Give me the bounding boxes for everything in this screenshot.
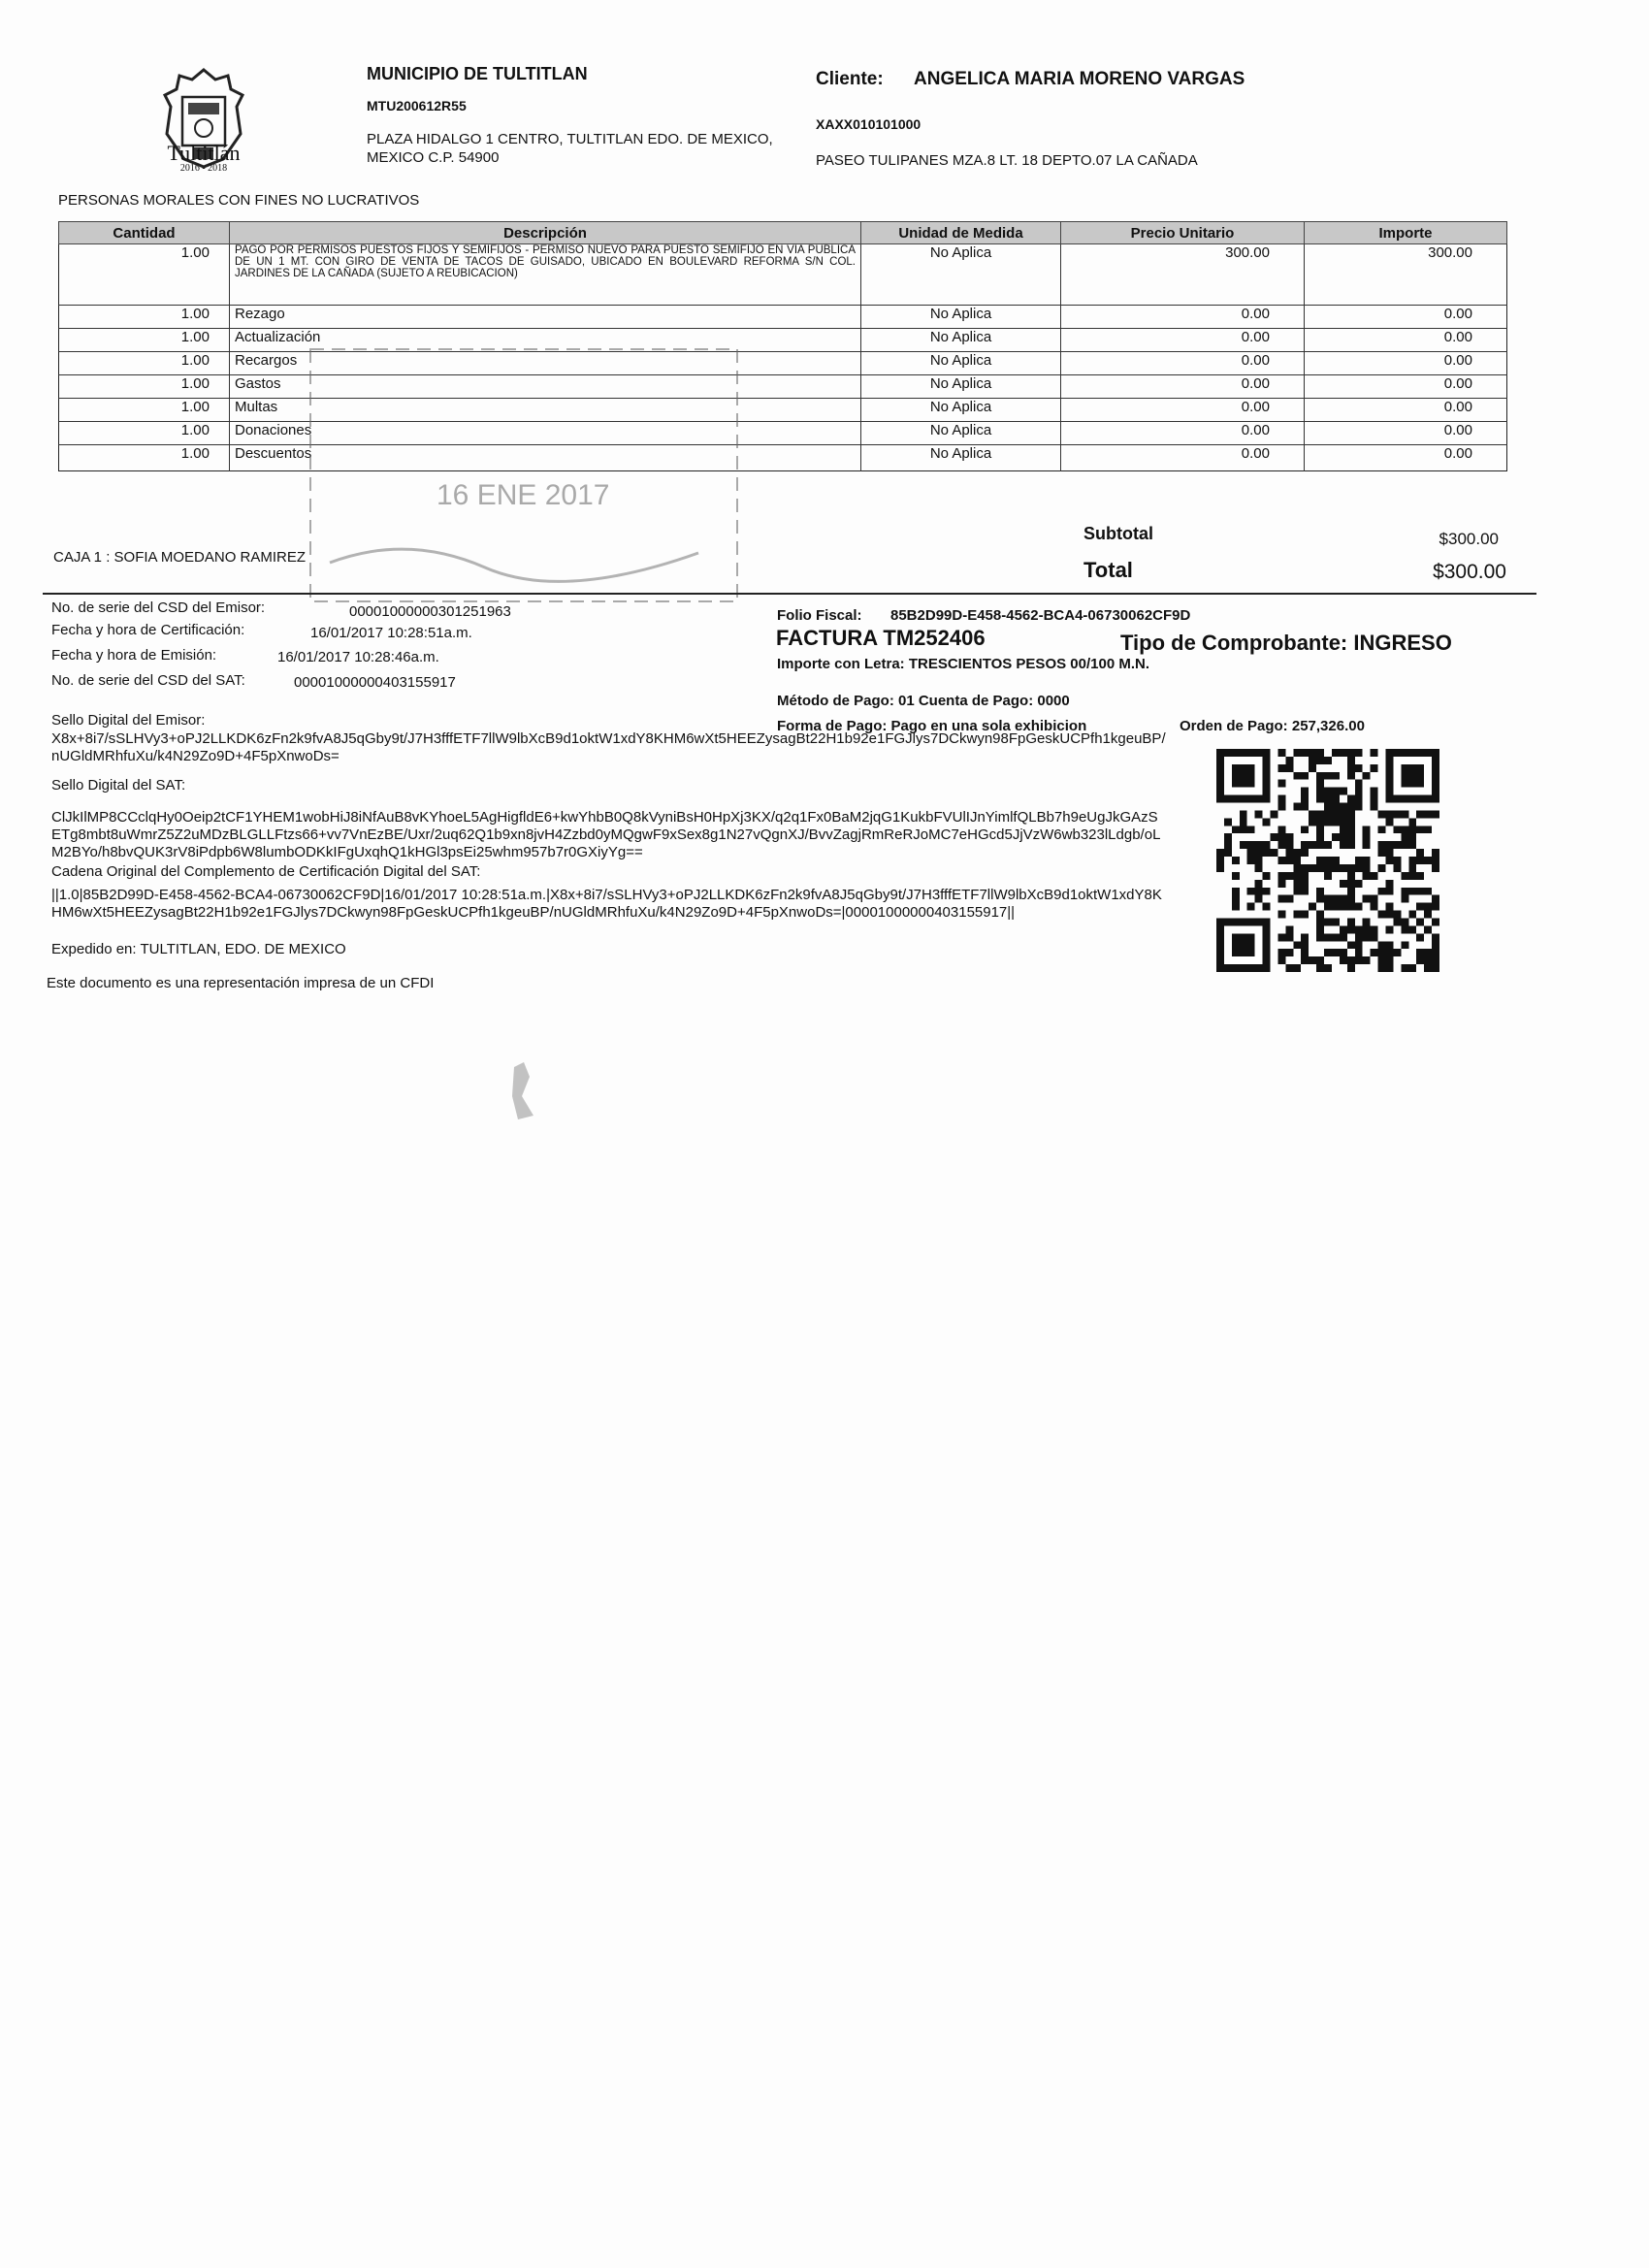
row-quantity: 1.00 <box>59 306 230 329</box>
row-unit-price: 0.00 <box>1061 445 1305 471</box>
received-stamp <box>291 330 757 621</box>
payment-method: Método de Pago: 01 Cuenta de Pago: 0000 <box>777 693 1070 709</box>
total-value: $300.00 <box>1433 561 1506 583</box>
header-unit-price: Precio Unitario <box>1061 222 1305 244</box>
row-unit-price: 0.00 <box>1061 329 1305 352</box>
qr-code <box>1216 749 1439 972</box>
invoice-type: Tipo de Comprobante: INGRESO <box>1120 631 1452 655</box>
row-quantity: 1.00 <box>59 399 230 422</box>
row-description: Donaciones <box>230 422 861 445</box>
row-unit: No Aplica <box>861 244 1061 306</box>
row-description: Multas <box>230 399 861 422</box>
csd-emisor-label: No. de serie del CSD del Emisor: <box>51 599 266 616</box>
row-amount: 0.00 <box>1305 422 1507 445</box>
row-unit-price: 300.00 <box>1061 244 1305 306</box>
emission-date-value: 16/01/2017 10:28:46a.m. <box>277 649 439 665</box>
emisor-seal-value: X8x+8i7/sSLHVy3+oPJ2LLKDK6zFn2k9fvA8J5qGby9t/J7H3fffETF7llW9lbXcB9d1oktW1xdY8KHM6wXt5HEEZysagBt22H1b92e1FGJlys7DCkwyn98FpGeskUCPfh1kgeuBP/nUGldMRhfuXu/k4N29Zo9D+4F5pXnwoDs= <box>51 730 1166 764</box>
row-description: Recargos <box>230 352 861 375</box>
row-unit: No Aplica <box>861 306 1061 329</box>
folio-fiscal-label: Folio Fiscal: <box>777 607 862 624</box>
table-row <box>59 306 1507 329</box>
row-unit: No Aplica <box>861 329 1061 352</box>
logo-town-name: Tultitlán <box>167 141 241 165</box>
client-label: Cliente: <box>816 69 884 89</box>
folio-fiscal-value: 85B2D99D-E458-4562-BCA4-06730062CF9D <box>890 607 1191 624</box>
row-description: Actualización <box>230 329 861 352</box>
sat-seal-label: Sello Digital del SAT: <box>51 777 186 794</box>
row-unit-price: 0.00 <box>1061 352 1305 375</box>
row-unit: No Aplica <box>861 375 1061 399</box>
row-quantity: 1.00 <box>59 329 230 352</box>
table-row <box>59 445 1507 471</box>
row-description: PAGO POR PERMISOS PUESTOS FIJOS Y SEMIFIJOS - PERMISO NUEVO PARA PUESTO SEMIFIJO EN VIA PUBLICA DE UN 1 MT. CON GIRO DE VENTA DE TACOS DE GUISADO, UBICADO EN BOULEVARD REFORMA S/N COL. JARDINES DE LA CAÑADA (SUJETO A REUBICACION) <box>230 244 861 306</box>
emisor-seal-label: Sello Digital del Emisor: <box>51 712 206 729</box>
expedido-en: Expedido en: TULTITLAN, EDO. DE MEXICO <box>51 941 346 957</box>
issuer-rfc: MTU200612R55 <box>367 98 467 113</box>
table-row <box>59 375 1507 399</box>
row-quantity: 1.00 <box>59 244 230 306</box>
table-row <box>59 329 1507 352</box>
table-row <box>59 422 1507 445</box>
header-quantity: Cantidad <box>59 222 230 244</box>
row-unit: No Aplica <box>861 352 1061 375</box>
header-description: Descripción <box>230 222 861 244</box>
emission-date-label: Fecha y hora de Emisión: <box>51 647 217 664</box>
cadena-original-value: ||1.0|85B2D99D-E458-4562-BCA4-06730062CF9D|16/01/2017 10:28:51a.m.|X8x+8i7/sSLHVy3+oPJ2LLKDK6zFn2k9fvA8J5qGby9t/J7H3fffETF7llW9lbXcB9d1oktW1xdY8KHM6wXt5HEEZysagBt22H1b92e1FGJlys7DCkwyn98FpGeskUCPfh1kgeuBP/nUGldMRhfuXu/k4N29Zo9D+4F5pXnwoDs=|00001000000403155917|| <box>51 887 1162 921</box>
section-divider <box>43 593 1536 595</box>
cadena-original-label: Cadena Original del Complemento de Certificación Digital del SAT: <box>51 863 481 880</box>
client-rfc: XAXX010101000 <box>816 116 922 132</box>
cert-date-value: 16/01/2017 10:28:51a.m. <box>310 625 472 641</box>
cert-date-label: Fecha y hora de Certificación: <box>51 622 245 638</box>
row-amount: 0.00 <box>1305 375 1507 399</box>
payment-order: Orden de Pago: 257,326.00 <box>1180 718 1365 734</box>
stamp-date: 16 ENE 2017 <box>436 479 610 511</box>
row-description: Rezago <box>230 306 861 329</box>
csd-emisor-value: 00001000000301251963 <box>349 603 511 620</box>
row-unit-price: 0.00 <box>1061 375 1305 399</box>
row-unit-price: 0.00 <box>1061 306 1305 329</box>
table-header-row <box>59 222 1507 244</box>
client-name: ANGELICA MARIA MORENO VARGAS <box>914 69 1245 89</box>
table-row <box>59 399 1507 422</box>
items-table <box>58 221 1507 471</box>
row-description: Gastos <box>230 375 861 399</box>
logo-years: 2016 - 2018 <box>179 163 228 174</box>
row-unit: No Aplica <box>861 399 1061 422</box>
table-row <box>59 244 1507 306</box>
subtotal-label: Subtotal <box>1083 524 1153 543</box>
row-unit: No Aplica <box>861 422 1061 445</box>
table-row <box>59 352 1507 375</box>
client-address: PASEO TULIPANES MZA.8 LT. 18 DEPTO.07 LA CAÑADA <box>816 152 1198 169</box>
row-unit-price: 0.00 <box>1061 399 1305 422</box>
row-unit-price: 0.00 <box>1061 422 1305 445</box>
header-unit: Unidad de Medida <box>861 222 1061 244</box>
total-label: Total <box>1083 558 1133 582</box>
row-amount: 0.00 <box>1305 399 1507 422</box>
cfdi-note: Este documento es una representación impresa de un CFDI <box>47 975 435 991</box>
cashier: CAJA 1 : SOFIA MOEDANO RAMIREZ <box>53 549 307 566</box>
issuer-name: MUNICIPIO DE TULTITLAN <box>367 64 588 83</box>
issuer-address: PLAZA HIDALGO 1 CENTRO, TULTITLAN EDO. DE MEXICO, MEXICO C.P. 54900 <box>367 131 773 166</box>
row-description: Descuentos <box>230 445 861 471</box>
row-quantity: 1.00 <box>59 422 230 445</box>
row-unit: No Aplica <box>861 445 1061 471</box>
csd-sat-value: 00001000000403155917 <box>294 674 456 691</box>
row-amount: 0.00 <box>1305 329 1507 352</box>
row-amount: 0.00 <box>1443 445 1472 462</box>
row-quantity: 1.00 <box>59 352 230 375</box>
payment-form: Forma de Pago: Pago en una sola exhibicion <box>777 718 1087 734</box>
header-amount: Importe <box>1305 222 1507 244</box>
subtotal-value: $300.00 <box>1439 530 1499 548</box>
row-amount: 300.00 <box>1305 244 1507 306</box>
amount-in-words: Importe con Letra: TRESCIENTOS PESOS 00/100 M.N. <box>777 656 1149 672</box>
csd-sat-label: No. de serie del CSD del SAT: <box>51 672 245 689</box>
tax-regime: PERSONAS MORALES CON FINES NO LUCRATIVOS <box>58 192 420 209</box>
scan-artifact <box>504 1057 543 1125</box>
invoice-number: FACTURA TM252406 <box>776 626 986 650</box>
sat-seal-value: ClJkIlMP8CCclqHy0Oeip2tCF1YHEM1wobHiJ8iNfAuB8vKYhoeL5AgHigfldE6+kwYhbB0Q8kVyniBsH0HpXj3KX/q2q1Fx0BaM2jqG1KukbFVUlIJnYimlfQLBb7h9eUgJkGAzSETg8mbt8uWmrZ5Z2uMDzBLGLLFtzs66+vv7VnEzBE/Uxr/2uq62Q1b9xn8jvH4Zzbd0yMQgwF9xSex8g1N27vQgnXJ/BvvZagjRmReRJoMC7eHGcd5JjVzW6wb323lLdgb/oLM2BYo/h8bvQUK3rV8iPdpb6W8lumbODKkIFgUxqhQ1kHGl3psEi25whm957b7r0GXiyYg== <box>51 809 1161 860</box>
row-amount: 0.00 <box>1305 306 1507 329</box>
row-amount: 0.00 <box>1305 352 1507 375</box>
row-quantity: 1.00 <box>59 445 230 471</box>
row-quantity: 1.00 <box>59 375 230 399</box>
